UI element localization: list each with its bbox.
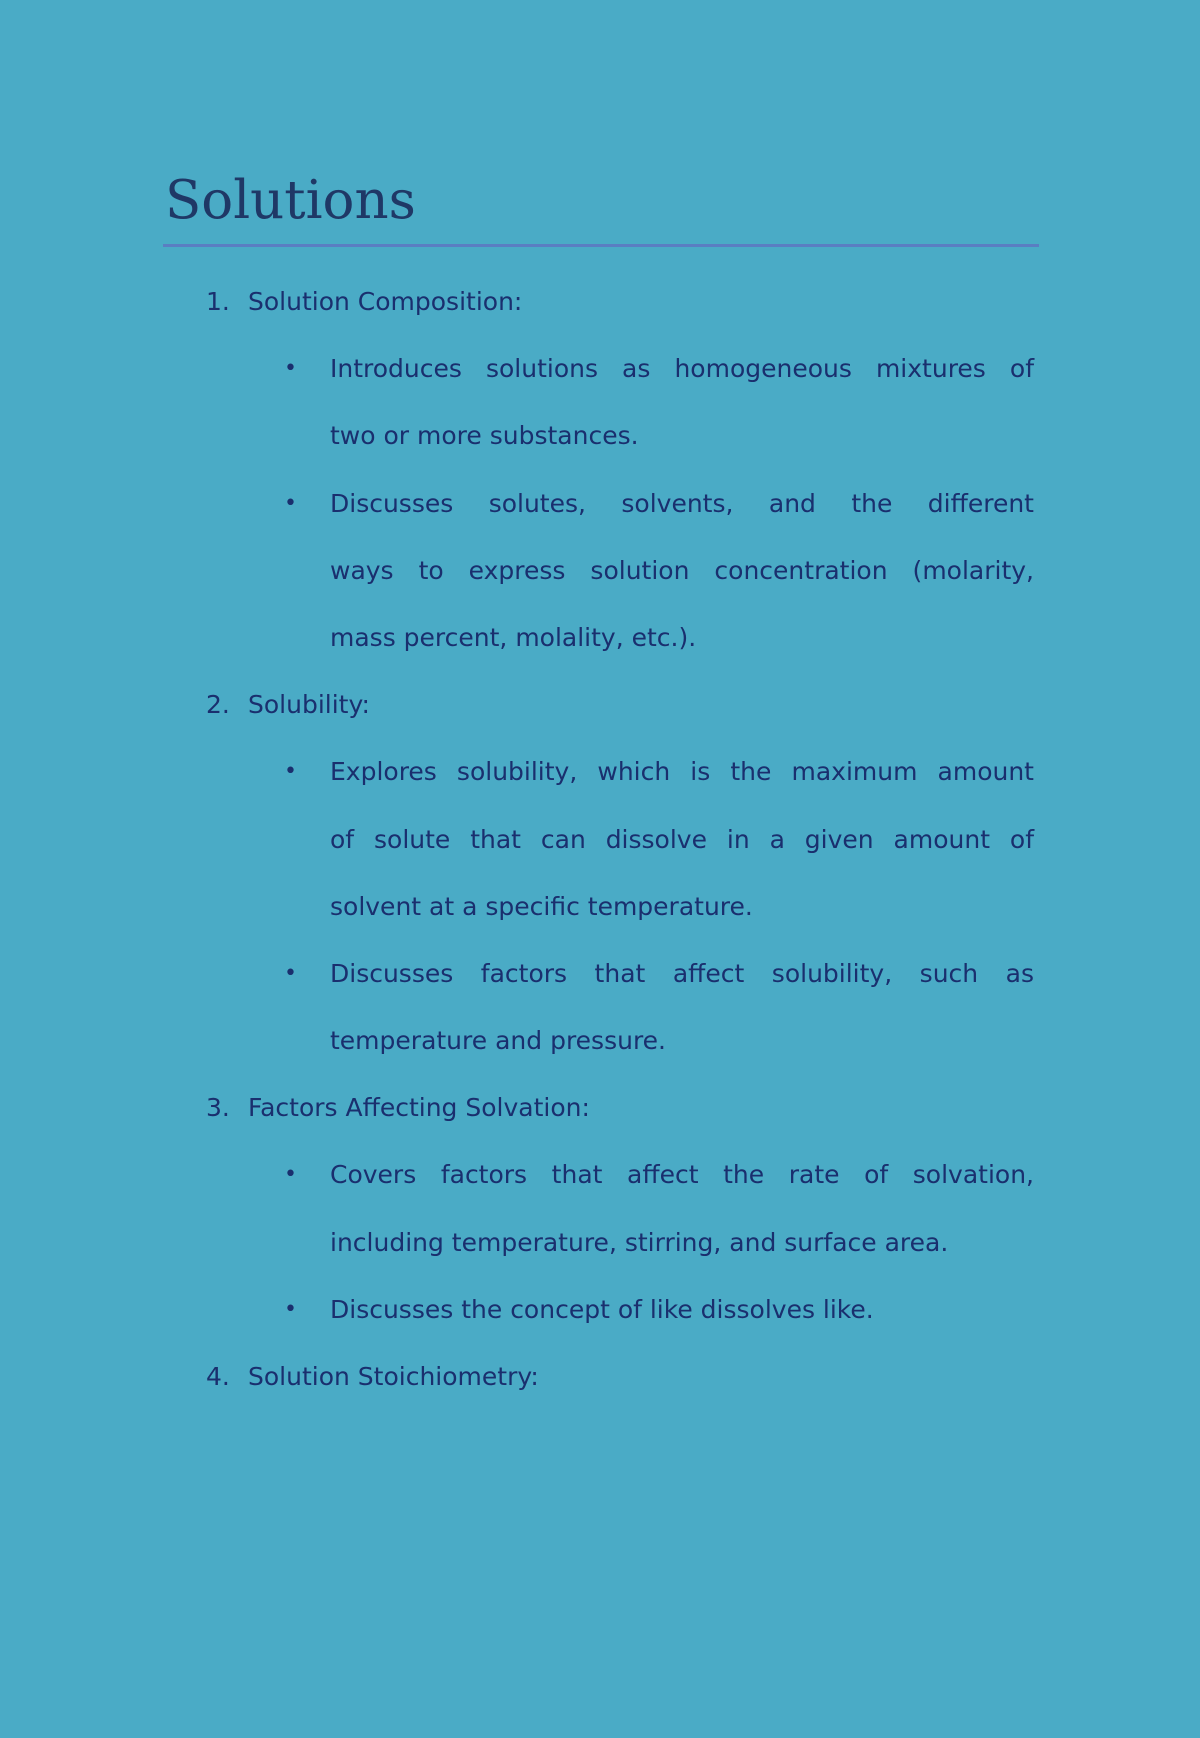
bullet-line (0, 604, 1200, 671)
bullet-text: temperature and pressure. (330, 1026, 666, 1056)
bullet-icon: • (284, 490, 297, 516)
section-number: 1. (206, 287, 230, 316)
section-heading (0, 268, 1200, 335)
bullet-icon: • (284, 356, 297, 382)
section-heading-text: Solubility: (248, 690, 370, 720)
section-heading-text: Solution Composition: (248, 287, 523, 316)
bullet-line (0, 1209, 1200, 1276)
bullet-text: of solute that can dissolve in a given amount of (330, 824, 1034, 854)
bullet-line (0, 470, 1200, 537)
document-body (0, 268, 1200, 1410)
bullet-text: Discusses factors that affect solubility, such as (330, 958, 1034, 988)
bullet-icon: • (284, 1296, 297, 1322)
bullet-text: mass percent, molality, etc.). (330, 622, 697, 652)
bullet-line (0, 402, 1200, 469)
section-number: 3. (206, 1093, 230, 1123)
bullet-icon: • (284, 759, 297, 785)
bullet-text: Discusses the concept of like dissolves like. (330, 1294, 874, 1324)
bullet-line (0, 1276, 1200, 1343)
bullet-line (0, 537, 1200, 604)
section-number: 4. (206, 1362, 230, 1391)
bullet-line (0, 873, 1200, 940)
bullet-text: including temperature, stirring, and surface area. (330, 1227, 949, 1257)
section-heading-text: Factors Affecting Solvation: (248, 1093, 590, 1123)
bullet-line (0, 940, 1200, 1007)
bullet-icon: • (284, 1162, 297, 1188)
bullet-text: solvent at a specific temperature. (330, 891, 753, 921)
bullet-line (0, 738, 1200, 805)
bullet-icon: • (284, 960, 297, 986)
bullet-text: Explores solubility, which is the maximum amount (330, 757, 1034, 787)
bullet-text: two or more substances. (330, 421, 639, 451)
bullet-line (0, 806, 1200, 873)
bullet-line (0, 335, 1200, 402)
section-heading (0, 1074, 1200, 1141)
section-heading (0, 1343, 1200, 1410)
bullet-text: Covers factors that affect the rate of solvation, (330, 1160, 1034, 1190)
bullet-text: Introduces solutions as homogeneous mixtures of (330, 354, 1034, 384)
section-heading (0, 671, 1200, 738)
bullet-line (0, 1007, 1200, 1074)
section-heading-text: Solution Stoichiometry: (248, 1362, 539, 1391)
bullet-text: Discusses solutes, solvents, and the different (330, 488, 1034, 518)
bullet-line (0, 1141, 1200, 1208)
bullet-text: ways to express solution concentration (molarity, (330, 555, 1034, 585)
title-rule (163, 244, 1039, 247)
section-number: 2. (206, 690, 230, 720)
page-title: Solutions (165, 170, 416, 231)
